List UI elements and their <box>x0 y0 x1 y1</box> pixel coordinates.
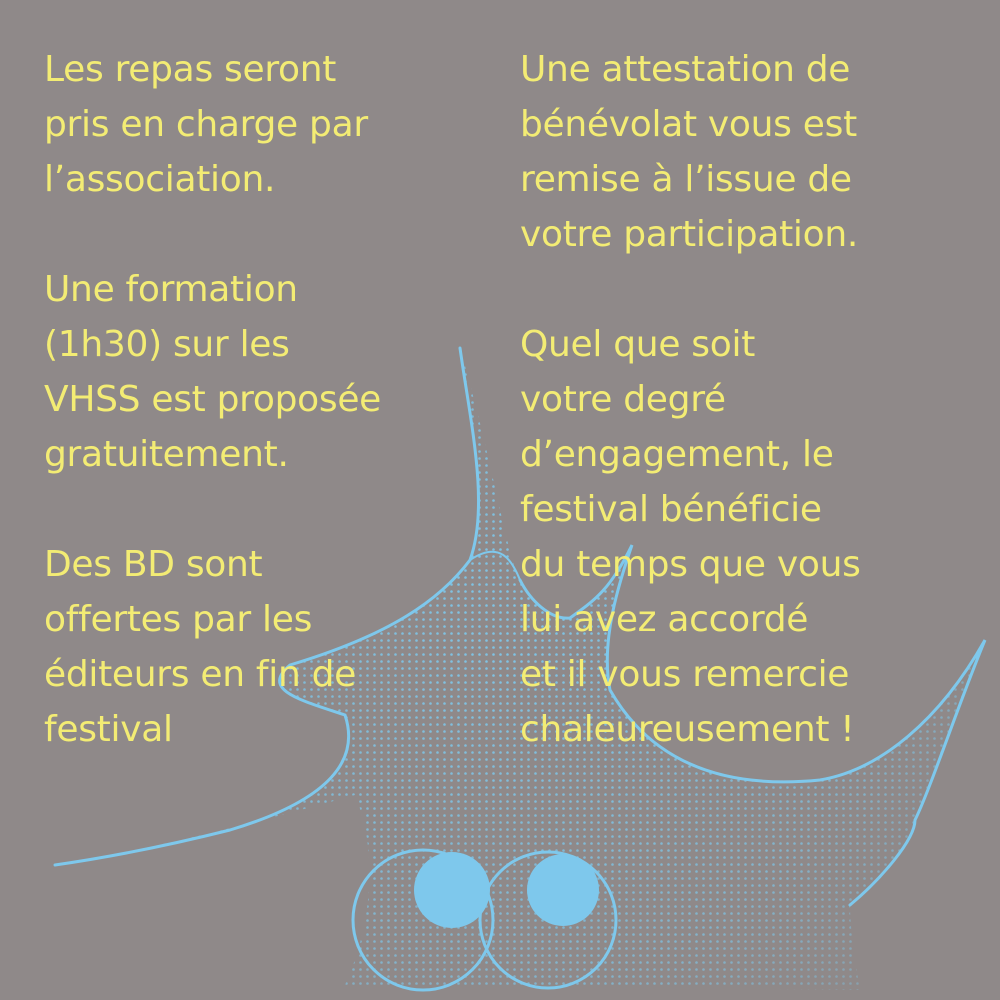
training-paragraph: Une formation (1h30) sur les VHSS est proposée gratuitement. <box>44 269 382 475</box>
left-text-column <box>44 42 514 812</box>
comics-paragraph: Des BD sont offertes par les éditeurs en fin de festival <box>44 544 357 750</box>
left-pupil <box>414 852 490 928</box>
certificate-paragraph: Une attestation de bénévolat vous est remise à l’issue de votre participation. <box>520 49 858 255</box>
meals-paragraph: Les repas seront pris en charge par l’association. <box>44 49 368 200</box>
thanks-paragraph: Quel que soit votre degré d’engagement, le festival bénéficie du temps que vous lui avez accordé et il vous remercie chaleureusement ! <box>520 324 861 750</box>
right-text-column <box>520 42 990 812</box>
right-pupil <box>527 854 599 926</box>
